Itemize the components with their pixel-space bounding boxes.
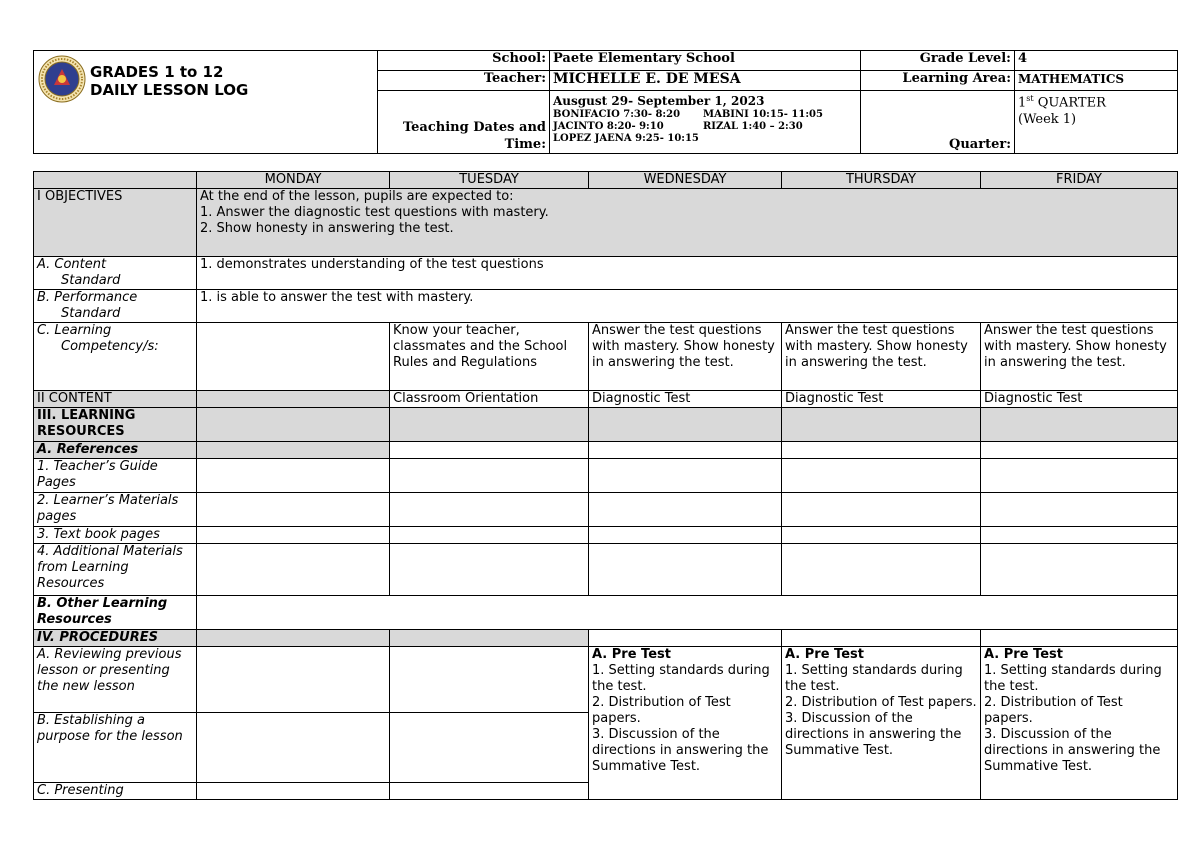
grade-level-label: Grade Level: xyxy=(861,51,1015,71)
content-wednesday: Diagnostic Test xyxy=(589,391,782,408)
other-resources-label: B. Other Learning Resources xyxy=(34,596,197,630)
additional-materials-row xyxy=(34,544,1178,596)
content-label: II CONTENT xyxy=(34,391,197,408)
textbook-label: 3. Text book pages xyxy=(34,527,197,544)
performance-standard-label: B. Performance Standard xyxy=(34,290,197,323)
pretest-wednesday: A. Pre Test 1. Setting standards during the test. 2. Distribution of Test papers. 3. Discussion of the directions in answering the Summative Test. xyxy=(589,647,782,800)
title-cell xyxy=(34,51,378,154)
content-thursday: Diagnostic Test xyxy=(782,391,981,408)
competency-thursday: Answer the test questions with mastery. Show honesty in answering the test. xyxy=(782,323,981,391)
competency-tuesday: Know your teacher, classmates and the School Rules and Regulations xyxy=(390,323,589,391)
objectives-content: At the end of the lesson, pupils are expected to: 1. Answer the diagnostic test questions with mastery. 2. Show honesty in answering the test. xyxy=(197,189,1178,257)
content-standard-row xyxy=(34,257,1178,290)
lesson-log-table xyxy=(33,171,1178,800)
day-friday: FRIDAY xyxy=(981,172,1178,189)
school-value: Paete Elementary School xyxy=(550,51,861,71)
teachers-guide-label: 1. Teacher’s Guide Pages xyxy=(34,459,197,493)
content-tuesday: Classroom Orientation xyxy=(390,391,589,408)
teachers-guide-row xyxy=(34,459,1178,493)
header-table xyxy=(33,50,1178,154)
teacher-value: MICHELLE E. DE MESA xyxy=(550,71,861,91)
content-standard-label: A. Content Standard xyxy=(34,257,197,290)
procedure-b-label: B. Establishing a purpose for the lesson xyxy=(34,713,197,783)
content-standard-value: 1. demonstrates understanding of the test questions xyxy=(197,257,1178,290)
title-line-2: DAILY LESSON LOG xyxy=(90,81,249,99)
procedure-a-row xyxy=(34,647,1178,713)
school-label: School: xyxy=(378,51,550,71)
references-label: A. References xyxy=(34,442,197,459)
pretest-friday: A. Pre Test 1. Setting standards during the test. 2. Distribution of Test papers. 3. Discussion of the directions in answering the Summative Test. xyxy=(981,647,1178,800)
content-row xyxy=(34,391,1178,408)
competency-row xyxy=(34,323,1178,391)
learning-area-label: Learning Area: xyxy=(861,71,1015,91)
competency-wednesday: Answer the test questions with mastery. Show honesty in answering the test. xyxy=(589,323,782,391)
performance-standard-value: 1. is able to answer the test with mastery. xyxy=(197,290,1178,323)
learning-resources-row xyxy=(34,408,1178,442)
performance-standard-row xyxy=(34,290,1178,323)
learners-materials-label: 2. Learner’s Materials pages xyxy=(34,493,197,527)
day-wednesday: WEDNESDAY xyxy=(589,172,782,189)
teaching-dates-value: Ausgust 29- September 1, 2023 BONIFACIO 7:30- 8:20 MABINI 10:15- 11:05 JACINTO 8:20- 9:10 RIZAL 1:40 – 2:30 LOPEZ JAENA 9:25- 10:15 xyxy=(550,91,861,154)
quarter-label: Quarter: xyxy=(861,91,1015,154)
pretest-thursday: A. Pre Test 1. Setting standards during the test. 2. Distribution of Test papers. 3. Discussion of the directions in answering the Summative Test. xyxy=(782,647,981,800)
learning-resources-label: III. LEARNING RESOURCES xyxy=(34,408,197,442)
quarter-value: 1st QUARTER (Week 1) xyxy=(1015,91,1178,154)
procedures-label: IV. PROCEDURES xyxy=(34,630,197,647)
objectives-row xyxy=(34,189,1178,257)
content-friday: Diagnostic Test xyxy=(981,391,1178,408)
teaching-dates-label: Teaching Dates and Time: xyxy=(378,91,550,154)
learning-area-value: MATHEMATICS xyxy=(1015,71,1178,91)
textbook-row xyxy=(34,527,1178,544)
references-row xyxy=(34,442,1178,459)
procedure-c-label: C. Presenting xyxy=(34,783,197,800)
grade-level-value: 4 xyxy=(1015,51,1178,71)
additional-materials-label: 4. Additional Materials from Learning Resources xyxy=(34,544,197,596)
title-line-1: GRADES 1 to 12 xyxy=(90,63,224,81)
procedures-row xyxy=(34,630,1178,647)
day-tuesday: TUESDAY xyxy=(390,172,589,189)
competency-friday: Answer the test questions with mastery. Show honesty in answering the test. xyxy=(981,323,1178,391)
day-monday: MONDAY xyxy=(197,172,390,189)
other-resources-row xyxy=(34,596,1178,630)
learners-materials-row xyxy=(34,493,1178,527)
day-thursday: THURSDAY xyxy=(782,172,981,189)
objectives-label: I OBJECTIVES xyxy=(34,189,197,257)
procedure-a-label: A. Reviewing previous lesson or presenting the new lesson xyxy=(34,647,197,713)
days-header-row xyxy=(34,172,1178,189)
teacher-label: Teacher: xyxy=(378,71,550,91)
deped-seal-icon xyxy=(38,55,86,103)
competency-label: C. Learning Competency/s: xyxy=(34,323,197,391)
